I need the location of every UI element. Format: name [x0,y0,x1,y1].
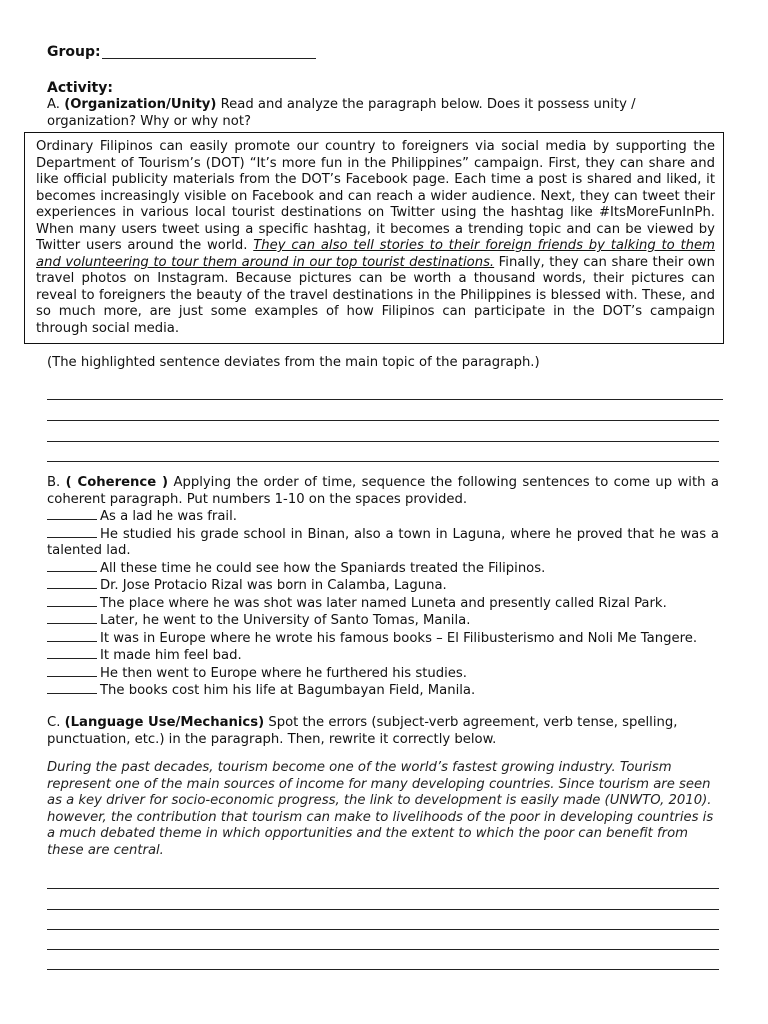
number-blank[interactable] [47,682,97,694]
section-c-instruction [47,715,719,748]
section-b-text: Applying the order of time, sequence the following sentences to come up with a coherent paragraph. Put numbers 1-10 on the spaces provided. [47,475,719,507]
section-a-text: Read and analyze the paragraph below. Does it possess unity / organization? Why or why not? [47,97,636,129]
sequence-text: All these time he could see how the Spaniards treated the Filipinos. [100,560,546,576]
sequence-text: Later, he went to the University of Santo Tomas, Manila. [100,613,471,628]
rewrite-line[interactable] [47,929,719,930]
paragraph-box [24,132,724,344]
sequence-text: It was in Europe where he wrote his famous books – El Filibusterismo and Noli Me Tangere. [100,630,698,646]
mechanics-paragraph: During the past decades, tourism become one of the world’s fastest growing industry. Tourism represent one of the main sources of income for many developing countries. Since tourism are seen as a key driver for socio-economic progress, the link to development is easily made (UNWTO, 2010). however, the contribution that tourism can make to livelihoods of the poor in developing countries is a much debated theme in which opportunities and the extent to which the poor can benefit from these are central. [47,760,714,858]
sequence-text: The books cost him his life at Bagumbayan Field, Manila. [100,683,476,698]
number-blank[interactable] [47,647,97,659]
number-blank[interactable] [47,595,97,607]
number-blank[interactable] [47,508,97,520]
number-blank[interactable] [47,560,97,572]
section-c-text: Spot the errors (subject-verb agreement, verb tense, spelling, punctuation, etc.) in the paragraph. Then, rewrite it correctly below. [47,715,678,747]
answer-line[interactable] [47,461,719,462]
rewrite-line[interactable] [47,888,719,889]
answer-line[interactable] [47,399,723,400]
group-label: Group: [47,44,101,60]
sequence-text: He then went to Europe where he furthered his studies. [100,665,467,681]
paragraph-part-1: Ordinary Filipinos can easily promote our country to foreigners via social media by supporting the Department of Tourism’s (DOT) “It’s more fun in the Philippines” campaign. First, they can share and like official publicity materials from the DOT’s Facebook page. Each time a post is shared and liked, it becomes increasingly visible on Facebook and can reach a wider audience. Next, they can tweet their experiences in various local tourist destinations on Twitter using the hashtag like #ItsMoreFunInPh. When many users tweet using a specific hashtag, it becomes a trending topic and can be viewed by Twitter users around the world. [36,139,715,253]
section-a-instruction [47,97,727,130]
sequence-text: He studied his grade school in Binan, also a town in Laguna, where he proved that he was a talented lad. [47,526,719,558]
sequence-item [47,508,719,526]
section-c-letter: C. [47,715,61,730]
number-blank[interactable] [47,630,97,642]
unity-paragraph [36,139,715,337]
section-a-letter: A. [47,97,60,112]
sequence-item [47,630,719,648]
sequence-item [47,612,719,630]
rewrite-line[interactable] [47,949,719,950]
sequence-item [47,560,719,578]
section-b-letter: B. [47,475,61,490]
group-name-blank[interactable] [102,58,316,59]
section-b [47,475,719,700]
answer-note: (The highlighted sentence deviates from the main topic of the paragraph.) [47,355,540,370]
sequence-item [47,526,719,560]
sequence-text: Dr. Jose Protacio Rizal was born in Calamba, Laguna. [100,578,447,593]
sequence-text: As a lad he was frail. [100,509,237,524]
number-blank[interactable] [47,612,97,624]
number-blank[interactable] [47,526,97,538]
paragraph-part-2: Finally, they can share their own travel photos on Instagram. Because pictures can be worth a thousand words, their pictures can reveal to foreigners the beauty of the travel destinations in the Philippines is blessed with. These, and so much more, are just some examples of how Filipinos can participate in the DOT’s campaign through social media. [36,254,715,336]
number-blank[interactable] [47,577,97,589]
number-blank[interactable] [47,665,97,677]
section-b-title: ( Coherence ) [65,475,169,490]
rewrite-line[interactable] [47,969,719,970]
highlighted-sentence: They can also tell stories to their foreign friends by talking to them and volunteering to tour them around in our top tourist destinations. [36,238,715,270]
answer-line[interactable] [47,441,719,442]
rewrite-line[interactable] [47,909,719,910]
section-c-title: (Language Use/Mechanics) [64,715,265,730]
sequence-item [47,595,719,613]
sequence-item [47,665,719,683]
section-a-title: (Organization/Unity) [64,97,217,112]
sequence-item [47,577,719,595]
sequence-item [47,682,719,700]
answer-line[interactable] [47,420,719,421]
sequence-text: The place where he was shot was later named Luneta and presently called Rizal Park. [100,595,667,611]
sequence-text: It made him feel bad. [100,648,242,663]
section-b-instruction [47,475,719,508]
sequence-item [47,647,719,665]
activity-heading: Activity: [47,80,113,96]
